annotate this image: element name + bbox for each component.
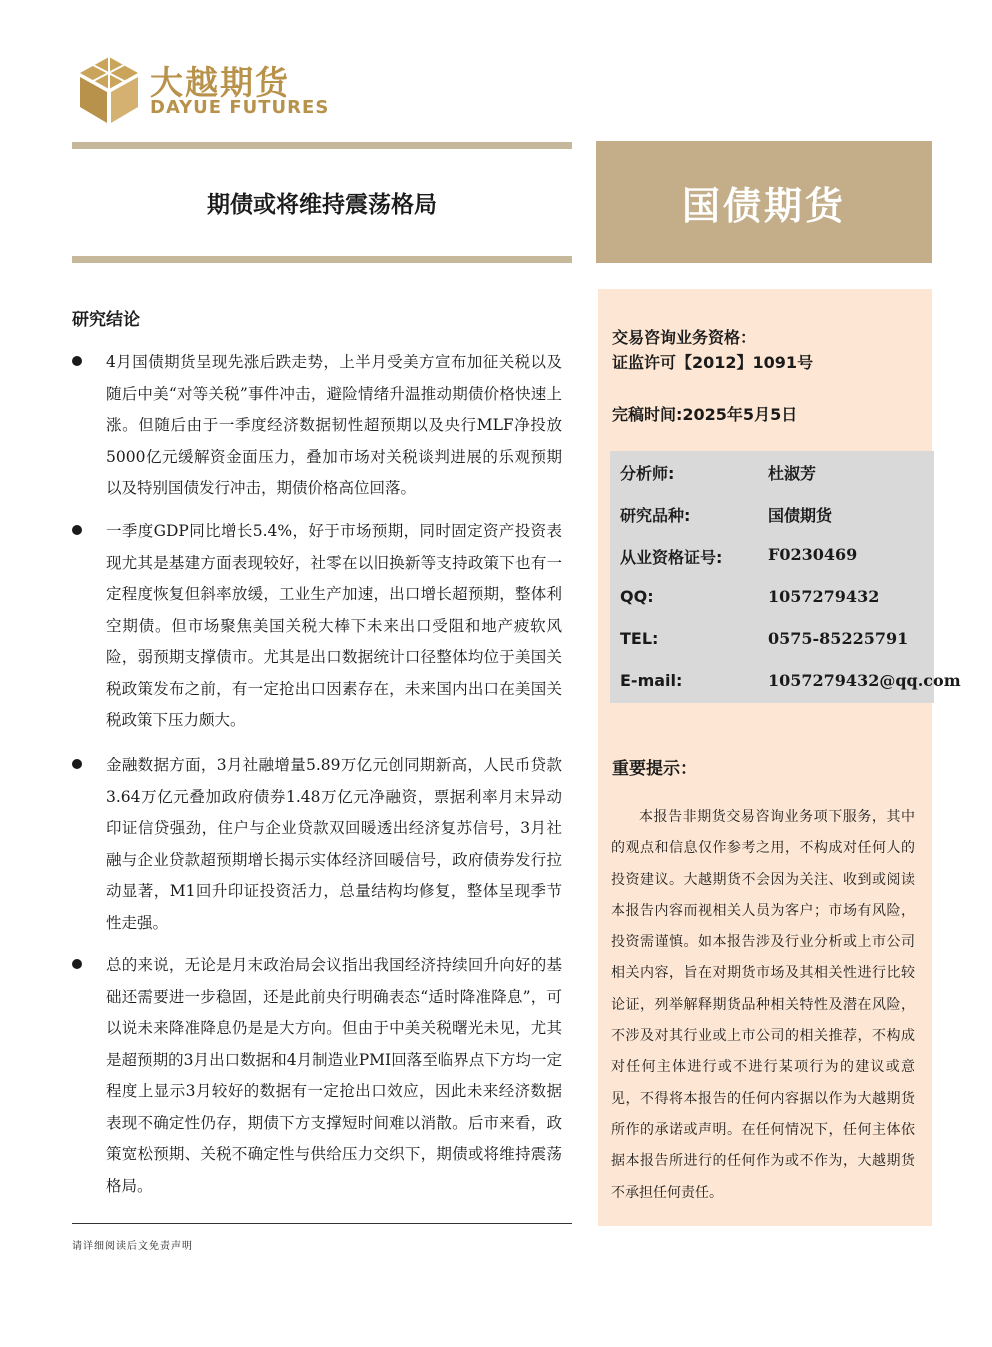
footer-disclaimer: 请详细阅读后文免责声明 — [72, 1241, 193, 1252]
conclusion-bullet — [72, 347, 562, 505]
conclusion-bullet — [72, 516, 562, 737]
title-top-rule — [72, 142, 572, 149]
bullet-text: 4月国债期货呈现先涨后跌走势，上半月受美方宣布加征关税以及随后中美“对等关税”事件冲击，避险情绪升温推动期债价格快速上涨。但随后由于一季度经济数据韧性超预期以及央行MLF净投放5000亿元缓解资金面压力，叠加市场对关税谈判进展的乐观预期以及特别国债发行冲击，期债价格高位回落。 — [106, 353, 562, 497]
analyst-value: 1057279432 — [768, 587, 880, 606]
analyst-key: TEL: — [620, 629, 659, 648]
conclusion-bullet — [72, 750, 562, 939]
analyst-value: 国债期货 — [768, 506, 833, 525]
notice-heading: 重要提示： — [612, 759, 697, 779]
logo-name-cn: 大越期货 — [150, 63, 290, 102]
category-banner — [596, 141, 932, 263]
analyst-row — [620, 503, 930, 527]
analyst-row — [620, 461, 930, 485]
bullet-dot-icon — [72, 959, 82, 969]
completion-date: 完稿时间:2025年5月5日 — [612, 405, 798, 424]
report-title: 期债或将维持震荡格局 — [207, 192, 437, 218]
logo-name-en: DAYUE FUTURES — [150, 97, 330, 118]
analyst-row — [620, 587, 930, 611]
bullet-dot-icon — [72, 525, 82, 535]
analyst-row — [620, 629, 930, 653]
bullet-dot-icon — [72, 356, 82, 366]
analyst-value: F0230469 — [768, 545, 858, 564]
analyst-key: 分析师: — [620, 464, 675, 483]
company-logo — [78, 55, 330, 130]
analyst-row — [620, 671, 961, 695]
bullet-text: 金融数据方面，3月社融增量5.89万亿元创同期新高，人民币贷款3.64万亿元叠加政府债券1.48万亿元净融资，票据利率月末异动印证信贷强劲，住户与企业贷款双回暖透出经济复苏信号，3月社融与企业贷款超预期增长揭示实体经济回暖信号，政府债券发行拉动显著，M1回升印证投资活力，总量结构均修复，整体呈现季节性走强。 — [106, 756, 562, 932]
analyst-key: 研究品种: — [620, 506, 691, 525]
conclusion-bullet — [72, 950, 562, 1202]
footer-rule — [72, 1223, 572, 1224]
analyst-value: 0575-85225791 — [768, 629, 909, 648]
analyst-key: QQ: — [620, 587, 654, 606]
analyst-value: 杜淑芳 — [768, 464, 817, 483]
category-label: 国债期货 — [681, 184, 846, 228]
logo-emblem-icon — [78, 55, 140, 125]
analyst-key: 从业资格证号: — [620, 548, 723, 567]
license-label: 交易咨询业务资格： — [612, 328, 757, 347]
bullet-text: 一季度GDP同比增长5.4%，好于市场预期，同时固定资产投资表现尤其是基建方面表现较好，社零在以旧换新等支持政策下也有一定程度恢复但斜率放缓，工业生产加速，出口增长超预期，整体利空期债。但市场聚焦美国关税大棒下未来出口受阻和地产疲软风险，弱预期支撑债市。尤其是出口数据统计口径整体均位于美国关税政策发布之前，有一定抢出口因素存在，未来国内出口在美国关税政策下压力颇大。 — [106, 522, 562, 729]
analyst-row — [620, 545, 930, 569]
license-value: 证监许可【2012】1091号 — [612, 353, 814, 372]
conclusion-heading: 研究结论 — [72, 310, 140, 330]
analyst-key: E-mail: — [620, 671, 683, 690]
bullet-text: 总的来说，无论是月末政治局会议指出我国经济持续回升向好的基础还需要进一步稳固，还是此前央行明确表态“适时降准降息”，可以说未来降准降息仍是是大方向。但由于中美关税曙光未见，尤其是超预期的3月出口数据和4月制造业PMI回落至临界点下方均一定程度上显示3月较好的数据有一定抢出口效应，因此未来经济数据表现不确定性仍存，期债下方支撑短时间难以消散。后市来看，政策宽松预期、关税不确定性与供给压力交织下，期债或将维持震荡格局。 — [106, 956, 562, 1195]
analyst-info-box — [610, 451, 961, 703]
notice-text: 本报告非期货交易咨询业务项下服务，其中的观点和信息仅作参考之用，不构成对任何人的投资建议。大越期货不会因为关注、收到或阅读本报告内容而视相关人员为客户；市场有风险，投资需谨慎。如本报告涉及行业分析或上市公司相关内容，旨在对期货市场及其相关性进行比较论证，列举解释期货品种相关特性及潜在风险，不涉及对其行业或上市公司的相关推荐，不构成对任何主体进行或不进行某项行为的建议或意见，不得将本报告的任何内容据以作为大越期货所作的承诺或声明。在任何情况下，任何主体依据本报告所进行的任何作为或不作为，大越期货不承担任何责任。 — [611, 809, 915, 1201]
title-bottom-rule — [72, 256, 572, 263]
bullet-dot-icon — [72, 759, 82, 769]
analyst-value: 1057279432@qq.com — [768, 671, 961, 690]
